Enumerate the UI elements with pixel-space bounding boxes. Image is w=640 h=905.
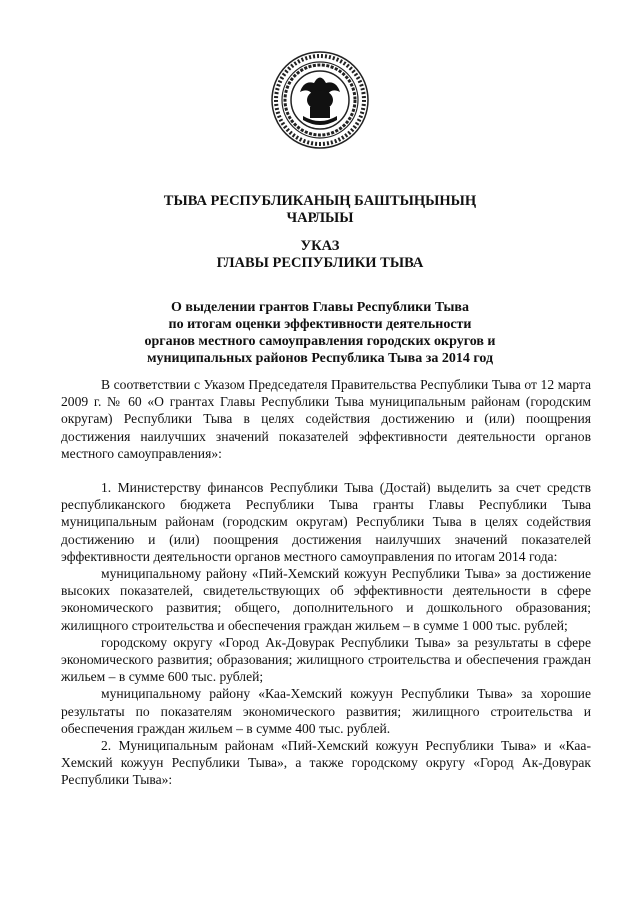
item-2-paragraph: 2. Муниципальным районам «Пий-Хемский кожуун Республики Тыва» и «Каа-Хемский кожуун Республики Тыва», а также городскому округу «Город Ак-Довурак Республики Тыва»: xyxy=(61,738,591,788)
decree-issuer: ГЛАВЫ РЕСПУБЛИКИ ТЫВА xyxy=(216,255,424,271)
item-1-paragraph: 1. Министерству финансов Республики Тыва (Достай) выделить за счет средств республиканского бюджета Республики Тыва гранты Главы Республики Тыва муниципальным районам (городским округам) Республики Тыва в целях содействия достижению и (или) поощрения достижения наилучших значений показателей эффективности деятельности органов местного самоуправления по итогам 2014 года: xyxy=(61,480,591,564)
grant-kaa-khem-paragraph: муниципальному району «Каа-Хемский кожуун Республики Тыва» за хорошие результаты по показателям экономического развития; жилищного строительства и обеспечения граждан жильем – в сумме 400 тыс. рублей. xyxy=(61,686,591,736)
republic-title xyxy=(0,193,640,227)
grant-ak-dovurak-paragraph: городскому округу «Город Ак-Довурак Республики Тыва» за результаты в сфере экономического развития; образования; жилищного строительства и обеспечения граждан жильем – в сумме 600 тыс. рублей; xyxy=(61,634,591,685)
decree-heading xyxy=(0,238,640,272)
grant-pii-khem-paragraph: муниципальному району «Пий-Хемский кожуун Республики Тыва» за достижение высоких показателей, свидетельствующих об эффективности деятельности в сфере экономического развития; общего, дополнительного и дошкольного образования; жилищного строительства и обеспечения граждан жильем – в сумме 1 000 тыс. рублей; xyxy=(61,566,591,633)
republic-emblem-icon xyxy=(270,50,370,150)
subject-line1: О выделении грантов Главы Республики Тыва xyxy=(171,300,469,315)
decree-body xyxy=(61,376,591,789)
subject-line3: органов местного самоуправления городских округов и xyxy=(144,334,496,349)
republic-title-line2: ЧАРЛЫЫ xyxy=(286,210,354,226)
subject-line4: муниципальных районов Республика Тыва за 2014 год xyxy=(146,351,494,366)
decree-label: УКАЗ xyxy=(300,238,340,254)
decree-subject xyxy=(0,299,640,367)
republic-title-line1: ТЫВА РЕСПУБЛИКАНЫҢ БАШТЫҢЫНЫҢ xyxy=(163,193,477,209)
subject-line2: по итогам оценки эффективности деятельности xyxy=(168,317,472,332)
preamble-paragraph: В соответствии с Указом Председателя Правительства Республики Тыва от 12 марта 2009 г. № 60 «О грантах Главы Республики Тыва муниципальным районам (городским округам) Республики Тыва в целях содействия достижению и (или) поощрения достижения наилучших значений показателей эффективности деятельности органов местного самоуправления»: xyxy=(61,377,591,461)
